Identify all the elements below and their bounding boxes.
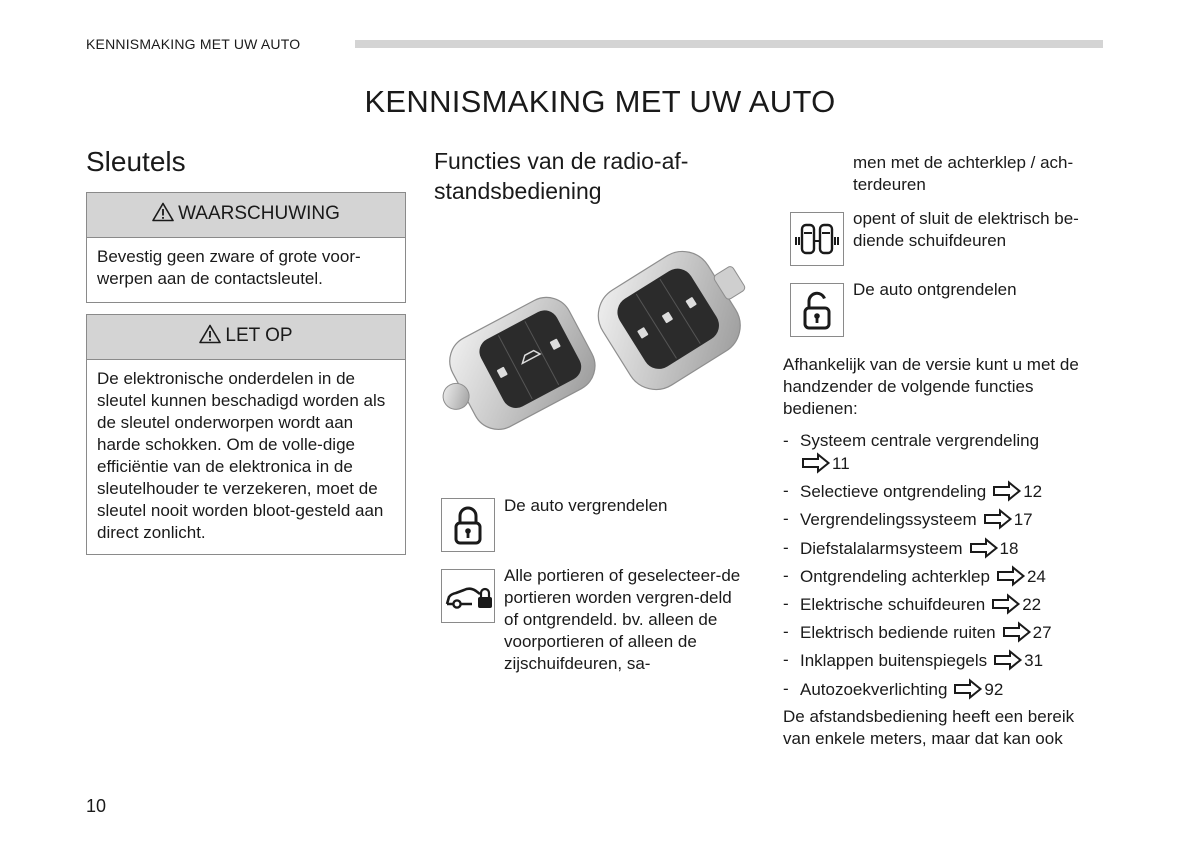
list-item: - Vergrendelingssysteem 17 — [783, 509, 1033, 530]
unlock-icon — [791, 284, 843, 336]
features-intro: Afhankelijk van de versie kunt u met de handzender de volgende functies bedienen: — [783, 355, 1079, 418]
list-item: - Diefstalalarmsysteem 18 — [783, 537, 1019, 558]
feature-page-ref[interactable]: 11 — [832, 454, 850, 473]
caution-label: LET OP — [225, 325, 293, 346]
feature-label: Diefstalalarmsysteem — [800, 538, 963, 558]
sliding-doors-icon — [791, 213, 843, 265]
continuation-text: men met de achterklep / ach-terdeuren — [853, 153, 1074, 194]
page-title: KENNISMAKING MET UW AUTO — [364, 84, 836, 119]
feature-label: Vergrendelingssysteem — [800, 510, 977, 530]
feature-page-ref[interactable]: 24 — [1026, 566, 1046, 586]
caution-box — [86, 314, 406, 555]
feature-page-ref[interactable]: 27 — [1032, 623, 1052, 643]
feature-page-ref[interactable]: 12 — [1023, 482, 1043, 502]
car-lock-icon-box — [441, 569, 495, 623]
sliding-doors-icon-box — [790, 212, 844, 266]
remote-key-image — [440, 226, 756, 462]
feature-page-ref[interactable]: 31 — [1024, 651, 1044, 671]
list-item: - Selectieve ontgrendeling 12 — [783, 481, 1043, 502]
unlock-icon-box — [790, 283, 844, 337]
feature-page-ref[interactable]: 92 — [984, 679, 1004, 699]
caution-text: De elektronische onderdelen in de sleutel kunnen beschadigd worden als de sleutel onderworpen wordt aan harde schokken. Om de volle-dige efficiëntie van de elektronica in de sleutelhouder te verzekeren, moet de sleutel nooit worden bloot-gesteld aan direct zonlicht. — [97, 369, 386, 542]
page-ref-arrow-icon — [969, 537, 999, 559]
list-item: - Autozoekverlichting 92 — [783, 678, 1004, 699]
page-number: 10 — [86, 796, 107, 816]
feature-label: Elektrische schuifdeuren — [800, 594, 986, 614]
list-item: - Inklappen buitenspiegels 31 — [783, 650, 1044, 671]
lock-icon-box — [441, 498, 495, 552]
page-ref-arrow-icon — [996, 565, 1026, 587]
page-ref-arrow-icon — [1002, 621, 1032, 643]
page-ref-arrow-icon — [983, 508, 1013, 530]
lock-icon — [442, 499, 494, 551]
caution-header — [87, 315, 405, 360]
section-title: Sleutels — [86, 146, 186, 177]
page-ref-arrow-icon — [993, 649, 1023, 671]
function-lock-text: De auto vergrendelen — [504, 496, 668, 515]
page-ref-arrow-icon — [801, 452, 831, 474]
feature-label: Selectieve ontgrendeling — [800, 482, 987, 502]
warning-text: Bevestig geen zware of grote voor-werpen aan de contactsleutel. — [97, 247, 361, 288]
car-lock-icon — [442, 570, 494, 622]
running-head: KENNISMAKING MET UW AUTO — [86, 36, 301, 52]
header-rule — [355, 40, 1103, 48]
function-car-lock-text: Alle portieren of geselecteer-de portieren worden vergren-deld of ontgrendeld. bv. alleen de voorportieren of alleen de zijschuifdeuren, sa- — [504, 566, 741, 673]
feature-page-ref[interactable]: 18 — [999, 538, 1019, 558]
warning-label: WAARSCHUWING — [178, 203, 340, 224]
warning-header — [87, 193, 405, 238]
page-ref-arrow-icon — [991, 593, 1021, 615]
caution-icon — [199, 324, 221, 344]
page-ref-arrow-icon — [992, 480, 1022, 502]
feature-page-ref[interactable]: 17 — [1013, 510, 1033, 530]
function-unlock-text: De auto ontgrendelen — [853, 280, 1017, 299]
list-item: - Elektrisch bediende ruiten 27 — [783, 622, 1052, 643]
features-outro: De afstandsbediening heeft een bereik van enkele meters, maar dat kan ook — [783, 707, 1075, 748]
features-list — [783, 430, 1103, 706]
remote-title: Functies van de radio-af-standsbediening — [434, 148, 689, 204]
warning-box — [86, 192, 406, 303]
feature-page-ref[interactable]: 22 — [1022, 594, 1042, 614]
feature-label: Elektrisch bediende ruiten — [800, 623, 996, 643]
feature-label: Autozoekverlichting — [800, 679, 948, 699]
list-item: - Elektrische schuifdeuren 22 — [783, 593, 1042, 614]
warning-icon — [152, 202, 174, 222]
feature-label: Ontgrendeling achterklep — [800, 566, 990, 586]
list-item: - Ontgrendeling achterklep 24 — [783, 565, 1046, 586]
feature-label: Systeem centrale vergrendeling — [800, 431, 1040, 450]
list-item: - Systeem centrale vergrendeling 11 — [783, 431, 1040, 473]
page-ref-arrow-icon — [953, 678, 983, 700]
function-sliding-doors-text: opent of sluit de elektrisch be-diende schuifdeuren — [853, 209, 1079, 250]
feature-label: Inklappen buitenspiegels — [800, 651, 988, 671]
